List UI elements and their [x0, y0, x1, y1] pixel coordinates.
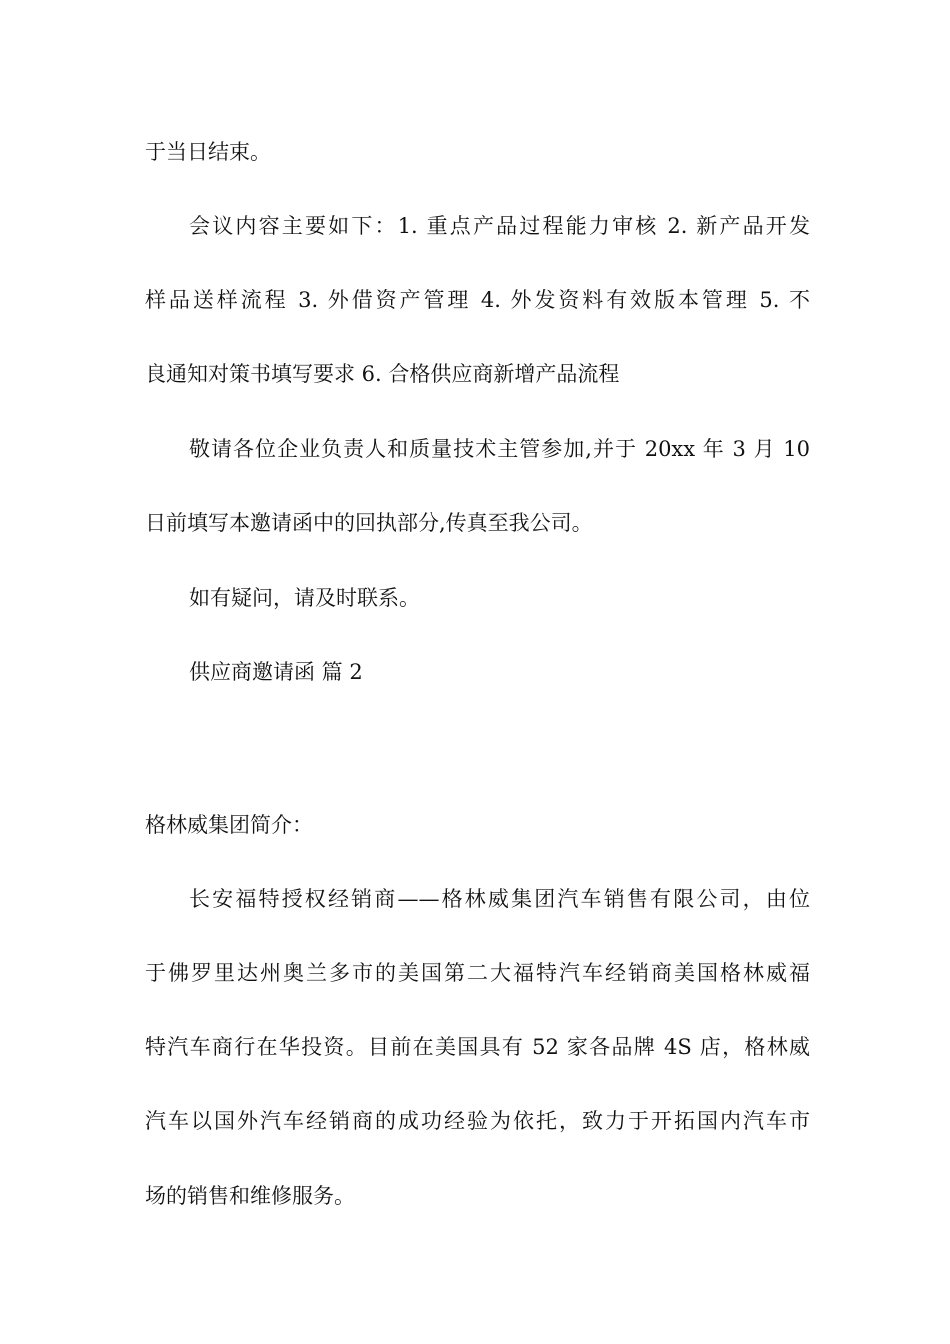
paragraph-line-13: 汽车以国外汽车经销商的成功经验为依托，致力于开拓国内汽车市 — [145, 1109, 810, 1133]
paragraph-line-1: 于当日结束。 — [145, 140, 271, 164]
paragraph-line-14: 场的销售和维修服务。 — [145, 1184, 355, 1208]
section-heading: 供应商邀请函 篇 2 — [189, 660, 363, 684]
paragraph-line-6: 日前填写本邀请函中的回执部分,传真至我公司。 — [145, 511, 593, 535]
subsection-heading: 格林威集团简介： — [145, 813, 313, 837]
paragraph-line-3: 样品送样流程 3. 外借资产管理 4. 外发资料有效版本管理 5. 不 — [145, 288, 810, 312]
paragraph-line-12: 特汽车商行在华投资。目前在美国具有 52 家各品牌 4S 店，格林威 — [145, 1035, 810, 1059]
paragraph-line-7: 如有疑问，请及时联系。 — [189, 586, 420, 610]
paragraph-line-4: 良通知对策书填写要求 6. 合格供应商新增产品流程 — [145, 362, 620, 386]
paragraph-line-11: 于佛罗里达州奥兰多市的美国第二大福特汽车经销商美国格林威福 — [145, 961, 810, 985]
paragraph-line-10: 长安福特授权经销商——格林威集团汽车销售有限公司，由位 — [189, 887, 810, 911]
paragraph-line-5: 敬请各位企业负责人和质量技术主管参加,并于 20xx 年 3 月 10 — [189, 437, 810, 461]
paragraph-line-2: 会议内容主要如下：1. 重点产品过程能力审核 2. 新产品开发 — [189, 214, 810, 238]
